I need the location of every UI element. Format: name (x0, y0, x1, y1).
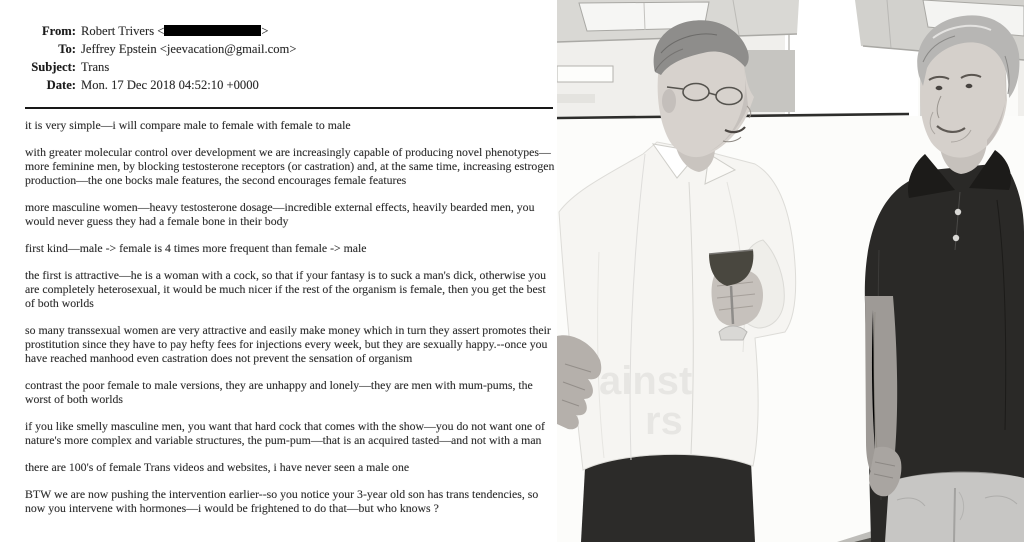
email-header-block (0, 22, 557, 94)
header-body-divider (25, 107, 553, 109)
polo-button (953, 235, 959, 241)
email-body-paragraph: with greater molecular control over development we are increasingly capable of producing novel phenotypes—more feminine men, by blocking testosterone receptors (or castration) and, at the same time, increasing estrogen production—the one bocks male features, the second encourages female features (25, 145, 555, 187)
date-value: Mon. 17 Dec 2018 04:52:10 +0000 (81, 78, 259, 92)
email-body-paragraph: first kind—male -> female is 4 times more frequent than female -> male (25, 241, 367, 255)
email-body-paragraph: BTW we are now pushing the intervention earlier--so you notice your 3-year old son has trans tendencies, so now you intervene with hormones—i would be frightened to do that—but who knows ? (25, 487, 539, 515)
ear (662, 89, 676, 113)
date-label: Date: (46, 78, 76, 92)
subject-label: Subject: (31, 60, 76, 74)
email-body-paragraph: there are 100's of female Trans videos and websites, i have never seen a male one (25, 460, 410, 474)
dark-trousers (581, 454, 755, 542)
header-row-from (0, 22, 557, 40)
to-label: To: (58, 42, 76, 56)
from-label: From: (41, 24, 76, 38)
svg-text:rs: rs (645, 399, 683, 443)
subject-value: Trans (81, 60, 110, 74)
email-body-paragraph: contrast the poor female to male versions, they are unhappy and lonely—they are men with mum-pums, the worst of both worlds (25, 378, 533, 406)
email-body-paragraph: if you like smelly masculine men, you want that hard cock that comes with the show—you do not want one of nature's more complex and variable structures, the pum-pum—that is an acquired tasted—and not with a man (25, 419, 545, 447)
header-row-date (0, 76, 557, 94)
jeans (883, 471, 1024, 542)
photograph (557, 0, 1024, 542)
redacted-email-address (164, 25, 261, 36)
header-row-to (0, 40, 557, 58)
email-body-paragraph: so many transsexual women are very attractive and easily make money which in turn they assert promotes their prostitution since they have to pay hefty fees for injections every week, but they are sexually happy.--once you have reached manhood even castration does not prevent the sensation of organism (25, 323, 551, 365)
from-name: Robert Trivers < (81, 24, 165, 38)
from-bracket-close: > (261, 24, 269, 38)
to-value: Jeffrey Epstein <jeevacation@gmail.com> (81, 42, 297, 56)
header-row-subject (0, 58, 557, 76)
email-body (25, 118, 556, 528)
email-body-paragraph: the first is attractive—he is a woman with a cock, so that if your fantasy is to suck a man's dick, otherwise you are completely heterosexual, it would be much nicer if the rest of the organism is female, then you get the best of both worlds (25, 268, 547, 310)
polo-button (955, 209, 961, 215)
from-value (81, 22, 268, 40)
email-body-paragraph: more masculine women—heavy testosterone dosage—incredible external effects, heavily bearded men, you would never guess they had a female bone in their body (25, 200, 535, 228)
svg-text:ainst: ainst (599, 359, 693, 403)
email-body-paragraph: it is very simple—i will compare male to female with female to male (25, 118, 351, 132)
photo-pane (557, 0, 1024, 542)
